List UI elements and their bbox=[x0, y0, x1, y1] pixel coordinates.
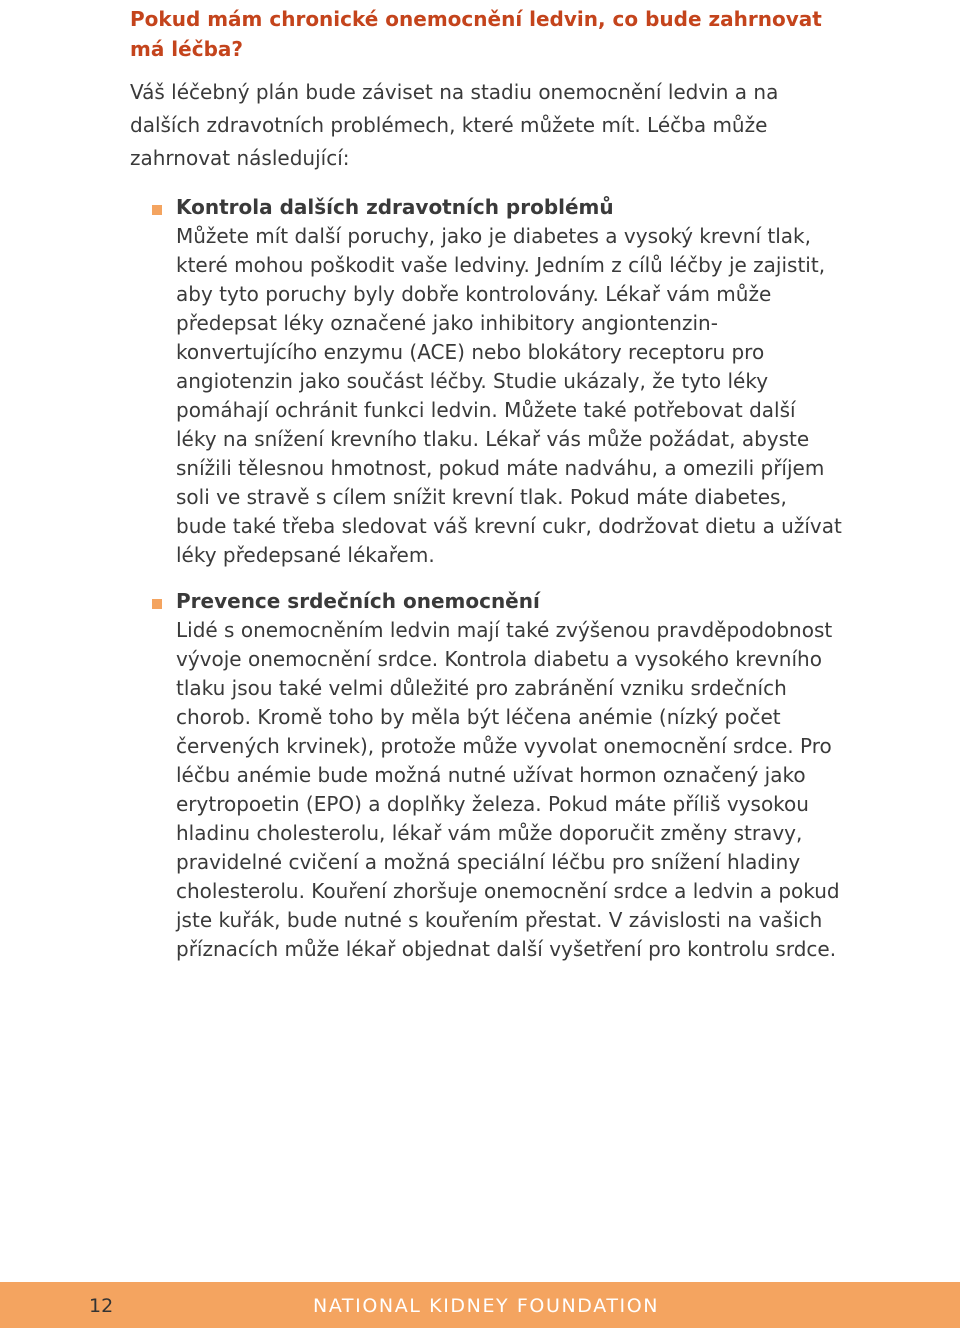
bullet-title: Prevence srdečních onemocnění bbox=[176, 589, 540, 613]
intro-paragraph: Váš léčebný plán bude záviset na stadiu onemocnění ledvin a na dalších zdravotních problémech, které můžete mít. Léčba může zahrnovat následující: bbox=[130, 80, 779, 170]
footer-organization: NATIONAL KIDNEY FOUNDATION bbox=[313, 1295, 660, 1317]
page-heading: Pokud mám chronické onemocnění ledvin, co bude zahrnovat má léčba? bbox=[130, 7, 822, 61]
bullet-text: Lidé s onemocněním ledvin mají také zvýšenou pravděpodobnost vývoje onemocnění srdce. Kontrola diabetu a vysokého krevního tlaku jsou také velmi důležité pro zabránění vzniku srdečních chorob. Kromě toho by měla být léčena anémie (nízký počet červených krvinek), protože může vyvolat onemocnění srdce. Pro léčbu anémie bude možná nutné užívat hormon označený jako erytropoetin (EPO) a doplňky železa. Pokud máte příliš vysokou hladinu cholesterolu, lékař vám může doporučit změny stravy, pravidelné cvičení a možná speciální léčbu pro snížení hladiny cholesterolu. Kouření zhoršuje onemocnění srdce a ledvin a pokud jste kuřák, bude nutné s kouřením přestat. V závislosti na vašich příznacích může lékař objednat další vyšetření pro kontrolu srdce. bbox=[176, 618, 840, 961]
bullet-text: Můžete mít další poruchy, jako je diabetes a vysoký krevní tlak, které mohou poškodit vaše ledviny. Jedním z cílů léčby je zajistit, aby tyto poruchy byly dobře kontrolovány. Lékař vám může předepsat léky označené jako inhibitory angiontenzin-konvertujícího enzymu (ACE) nebo blokátory receptoru pro angiotenzin jako součást léčby. Studie ukázaly, že tyto léky pomáhají ochránit funkci ledvin. Můžete také potřebovat další léky na snížení krevního tlaku. Lékař vás může požádat, abyste snížili tělesnou hmotnost, pokud máte nadváhu, a omezili příjem soli ve stravě s cílem snížit krevní tlak. Pokud máte diabetes, bude také třeba sledovat váš krevní cukr, dodržovat dietu a užívat léky předepsané lékařem. bbox=[176, 224, 842, 567]
bullet-title: Kontrola dalších zdravotních problémů bbox=[176, 195, 614, 219]
square-bullet-icon bbox=[152, 599, 162, 609]
page-number: 12 bbox=[89, 1295, 114, 1317]
page-content bbox=[130, 4, 842, 964]
square-bullet-icon bbox=[152, 205, 162, 215]
bullet-item-heart-prevention bbox=[130, 587, 842, 964]
bullet-item-health-problems bbox=[130, 193, 842, 570]
